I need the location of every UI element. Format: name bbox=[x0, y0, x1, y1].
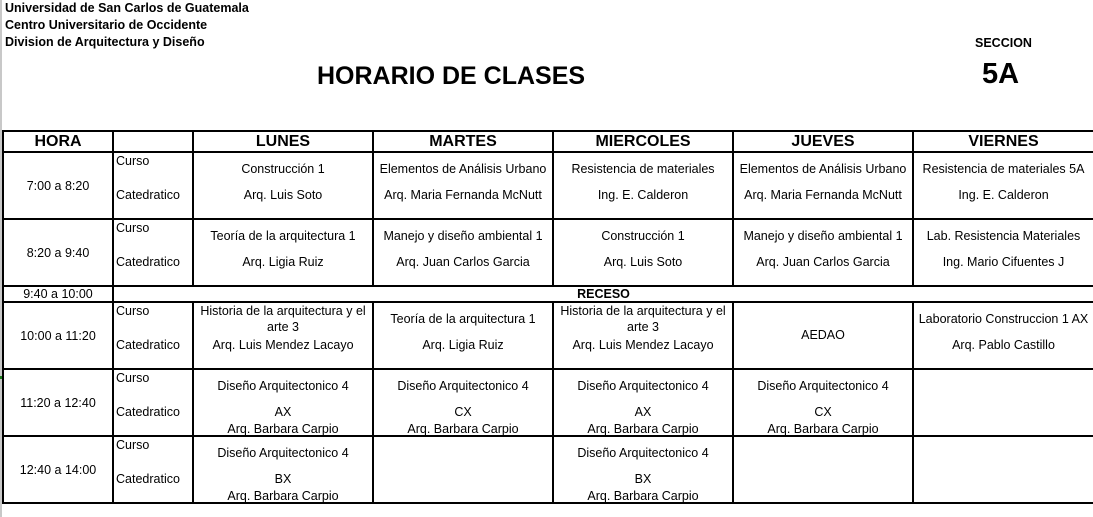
teacher-name: Arq. Maria Fernanda McNutt bbox=[744, 188, 902, 202]
curso-label: Curso bbox=[116, 438, 150, 452]
course-name: AEDAO bbox=[801, 328, 845, 342]
course-name: Construcción 1 bbox=[241, 162, 325, 176]
teacher-name: Arq. Barbara Carpio bbox=[587, 489, 699, 503]
course-name-cont: arte 3 bbox=[267, 320, 299, 334]
course-name: Elementos de Análisis Urbano bbox=[379, 162, 547, 176]
course-name: Diseño Arquitectonico 4 bbox=[577, 379, 709, 393]
curso-label: Curso bbox=[116, 221, 150, 235]
catedratico-label: Catedratico bbox=[116, 472, 180, 486]
class-cell-lunes bbox=[193, 436, 373, 503]
group-code: CX bbox=[454, 405, 472, 419]
table-row bbox=[3, 436, 1093, 503]
teacher-name: Arq. Luis Mendez Lacayo bbox=[572, 338, 714, 352]
col-header-viernes: VIERNES bbox=[913, 131, 1093, 152]
col-header-miercoles: MIERCOLES bbox=[553, 131, 733, 152]
class-cell-lunes bbox=[193, 219, 373, 286]
class-cell-martes bbox=[373, 302, 553, 369]
class-cell-martes bbox=[373, 152, 553, 219]
class-cell-miercoles bbox=[553, 219, 733, 286]
course-name: Manejo y diseño ambiental 1 bbox=[383, 229, 543, 243]
catedratico-label: Catedratico bbox=[116, 255, 180, 269]
course-name: Elementos de Análisis Urbano bbox=[739, 162, 907, 176]
class-cell-jueves bbox=[733, 369, 913, 436]
class-cell-viernes bbox=[913, 152, 1093, 219]
group-code: AX bbox=[634, 405, 652, 419]
class-cell-lunes bbox=[193, 152, 373, 219]
class-cell-jueves bbox=[733, 152, 913, 219]
label-cell bbox=[113, 436, 193, 503]
class-cell-miercoles bbox=[553, 369, 733, 436]
label-cell bbox=[113, 369, 193, 436]
class-cell-jueves bbox=[733, 219, 913, 286]
schedule-table bbox=[2, 130, 1093, 504]
catedratico-label: Catedratico bbox=[116, 338, 180, 352]
group-code: BX bbox=[274, 472, 292, 486]
page-title: HORARIO DE CLASES bbox=[317, 62, 586, 90]
class-cell-viernes bbox=[913, 436, 1093, 503]
course-name: Lab. Resistencia Materiales bbox=[926, 229, 1081, 243]
course-name: Historia de la arquitectura y el bbox=[200, 304, 366, 318]
header-row bbox=[3, 131, 1093, 152]
teacher-name: Ing. E. Calderon bbox=[958, 188, 1049, 202]
hora-cell: 10:00 a 11:20 bbox=[3, 302, 113, 369]
teacher-name: Arq. Pablo Castillo bbox=[952, 338, 1055, 352]
course-name: Diseño Arquitectonico 4 bbox=[397, 379, 529, 393]
table-row bbox=[3, 152, 1093, 219]
teacher-name: Arq. Ligia Ruiz bbox=[242, 255, 324, 269]
teacher-name: Ing. Mario Cifuentes J bbox=[942, 255, 1065, 269]
class-cell-miercoles bbox=[553, 302, 733, 369]
teacher-name: Arq. Maria Fernanda McNutt bbox=[384, 188, 542, 202]
teacher-name: Arq. Barbara Carpio bbox=[767, 422, 879, 436]
course-name: Diseño Arquitectonico 4 bbox=[577, 446, 709, 460]
division-name: Division de Arquitectura y Diseño bbox=[5, 35, 205, 49]
class-cell-martes bbox=[373, 436, 553, 503]
table-row bbox=[3, 302, 1093, 369]
curso-label: Curso bbox=[116, 154, 150, 168]
course-name: Diseño Arquitectonico 4 bbox=[217, 379, 349, 393]
course-name: Teoría de la arquitectura 1 bbox=[210, 229, 356, 243]
hora-cell: 7:00 a 8:20 bbox=[3, 152, 113, 219]
section-value: 5A bbox=[982, 58, 1020, 90]
curso-label: Curso bbox=[116, 371, 150, 385]
col-header-lunes: LUNES bbox=[193, 131, 373, 152]
class-cell-jueves bbox=[733, 436, 913, 503]
teacher-name: Arq. Luis Soto bbox=[243, 188, 323, 202]
class-cell-martes bbox=[373, 219, 553, 286]
col-header-label bbox=[113, 131, 193, 152]
teacher-name: Arq. Barbara Carpio bbox=[227, 489, 339, 503]
course-name: Resistencia de materiales 5A bbox=[922, 162, 1085, 176]
hora-cell: 9:40 a 10:00 bbox=[3, 286, 113, 302]
hora-cell: 8:20 a 9:40 bbox=[3, 219, 113, 286]
group-code: BX bbox=[634, 472, 652, 486]
section-label: SECCION bbox=[975, 36, 1032, 50]
course-name: Diseño Arquitectonico 4 bbox=[757, 379, 889, 393]
class-cell-viernes bbox=[913, 369, 1093, 436]
course-name-cont: arte 3 bbox=[627, 320, 659, 334]
class-cell-miercoles bbox=[553, 436, 733, 503]
course-name: Laboratorio Construccion 1 AX bbox=[918, 312, 1089, 326]
col-header-hora: HORA bbox=[3, 131, 113, 152]
teacher-name: Ing. E. Calderon bbox=[597, 188, 689, 202]
class-cell-lunes bbox=[193, 369, 373, 436]
course-name: Resistencia de materiales bbox=[571, 162, 715, 176]
class-cell-miercoles bbox=[553, 152, 733, 219]
teacher-name: Arq. Barbara Carpio bbox=[587, 422, 699, 436]
col-header-jueves: JUEVES bbox=[733, 131, 913, 152]
teacher-name: Arq. Juan Carlos Garcia bbox=[396, 255, 530, 269]
course-name: Construcción 1 bbox=[601, 229, 685, 243]
teacher-name: Arq. Barbara Carpio bbox=[227, 422, 339, 436]
receso-label: RECESO bbox=[113, 286, 1093, 302]
hora-cell: 12:40 a 14:00 bbox=[3, 436, 113, 503]
schedule-body bbox=[3, 152, 1093, 503]
label-cell bbox=[113, 219, 193, 286]
table-row bbox=[3, 219, 1093, 286]
table-row bbox=[3, 369, 1093, 436]
curso-label: Curso bbox=[116, 304, 150, 318]
class-cell-viernes bbox=[913, 302, 1093, 369]
group-code: CX bbox=[814, 405, 832, 419]
course-name: Teoría de la arquitectura 1 bbox=[390, 312, 536, 326]
teacher-name: Arq. Ligia Ruiz bbox=[422, 338, 504, 352]
teacher-name: Arq. Luis Mendez Lacayo bbox=[212, 338, 354, 352]
university-name: Universidad de San Carlos de Guatemala bbox=[5, 1, 249, 15]
teacher-name: Arq. Barbara Carpio bbox=[407, 422, 519, 436]
class-cell-viernes bbox=[913, 219, 1093, 286]
label-cell bbox=[113, 302, 193, 369]
course-name: Manejo y diseño ambiental 1 bbox=[743, 229, 903, 243]
receso-row bbox=[3, 286, 1093, 302]
class-cell-jueves bbox=[733, 302, 913, 369]
center-name: Centro Universitario de Occidente bbox=[5, 18, 208, 32]
hora-cell: 11:20 a 12:40 bbox=[3, 369, 113, 436]
label-cell bbox=[113, 152, 193, 219]
class-cell-martes bbox=[373, 369, 553, 436]
catedratico-label: Catedratico bbox=[116, 405, 180, 419]
catedratico-label: Catedratico bbox=[116, 188, 180, 202]
course-name: Historia de la arquitectura y el bbox=[560, 304, 726, 318]
col-header-martes: MARTES bbox=[373, 131, 553, 152]
teacher-name: Arq. Luis Soto bbox=[603, 255, 683, 269]
teacher-name: Arq. Juan Carlos Garcia bbox=[756, 255, 890, 269]
course-name: Diseño Arquitectonico 4 bbox=[217, 446, 349, 460]
group-code: AX bbox=[274, 405, 292, 419]
class-cell-lunes bbox=[193, 302, 373, 369]
